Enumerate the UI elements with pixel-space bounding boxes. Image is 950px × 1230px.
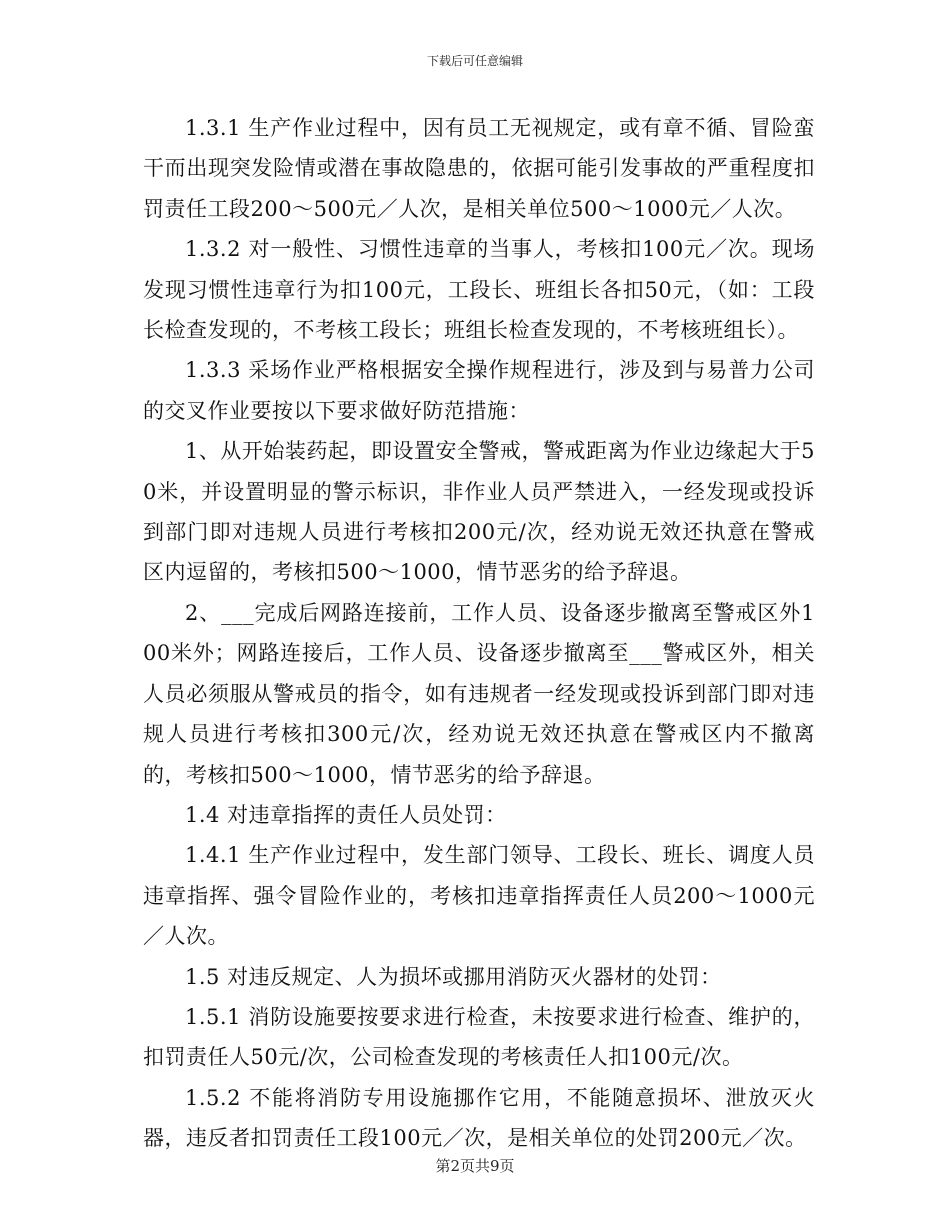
page-header: 下载后可任意编辑 [426, 54, 523, 68]
paragraph-1-5: 1.5 对违反规定、人为损坏或挪用消防灭火器材的处罚： [185, 964, 722, 989]
paragraph-1-5-2: 1.5.2 不能将消防专用设施挪作它用，不能随意损坏、泄放灭火器，违反者扣罚责任工段100元／次，是相关单位的处罚200元／次。 [143, 1085, 815, 1151]
paragraph-1-3-2: 1.3.2 对一般性、习惯性违章的当事人，考核扣100元／次。现场发现习惯性违章行为扣100元，工段长、班组长各扣50元，（如：工段长检查发现的，不考核工段长；班组长检查发现的，不考核班组长）。 [143, 237, 815, 343]
paragraph-1-4-1: 1.4.1 生产作业过程中，发生部门领导、工段长、班长、调度人员违章指挥、强令冒险作业的，考核扣违章指挥责任人员200～1000元／人次。 [143, 843, 815, 949]
paragraph-1-5-1: 1.5.1 消防设施要按要求进行检查，未按要求进行检查、维护的，扣罚责任人50元/次，公司检查发现的考核责任人扣100元/次。 [143, 1004, 815, 1070]
paragraph-item-2: 2、___完成后网路连接前，工作人员、设备逐步撤离至警戒区外100米外；网路连接后，工作人员、设备逐步撤离至___警戒区外，相关人员必须服从警戒员的指令，如有违规者一经发现或投诉到部门即对违规人员进行考核扣300元/次，经劝说无效还执意在警戒区内不撤离的，考核扣500～1000，情节恶劣的给予辞退。 [143, 600, 815, 787]
paragraph-1-3-3: 1.3.3 采场作业严格根据安全操作规程进行，涉及到与易普力公司的交叉作业要按以下要求做好防范措施： [143, 358, 815, 423]
paragraph-item-1: 1、从开始装药起，即设置安全警戒，警戒距离为作业边缘起大于50米，并设置明显的警示标识，非作业人员严禁进入，一经发现或投诉到部门即对违规人员进行考核扣200元/次，经劝说无效还执意在警戒区内逗留的，考核扣500～1000，情节恶劣的给予辞退。 [143, 439, 815, 585]
page-footer: 第2页共9页 [435, 1157, 515, 1175]
paragraph-1-3-1: 1.3.1 生产作业过程中，因有员工无视规定，或有章不循、冒险蛮干而出现突发险情或潜在事故隐患的，依据可能引发事故的严重程度扣罚责任工段200～500元／人次，是相关单位500～1000元／人次。 [143, 116, 815, 221]
document-body [143, 108, 815, 1159]
paragraph-1-4: 1.4 对违章指挥的责任人员处罚： [185, 802, 507, 827]
